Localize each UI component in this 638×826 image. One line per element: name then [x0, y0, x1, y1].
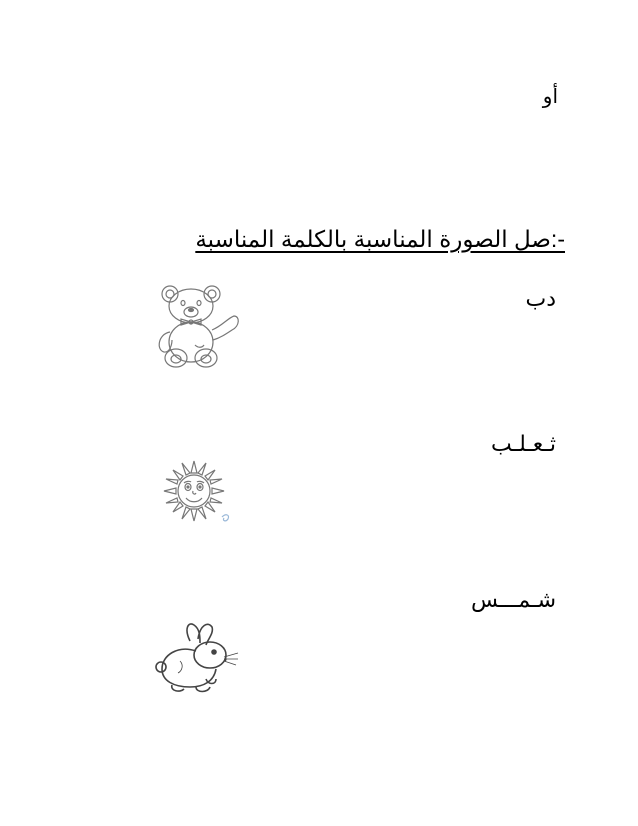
header-fragment: أو — [542, 86, 558, 108]
sun-icon — [150, 455, 245, 530]
word-sun: شـمـــس — [471, 587, 556, 612]
word-fox: ثـعـلـب — [491, 431, 556, 456]
teddy-bear-icon — [150, 280, 245, 375]
word-bear: دب — [525, 286, 556, 311]
exercise-instruction: -:صل الصورة المناسبة بالكلمة المناسبة — [195, 226, 565, 252]
rabbit-icon — [150, 615, 245, 700]
